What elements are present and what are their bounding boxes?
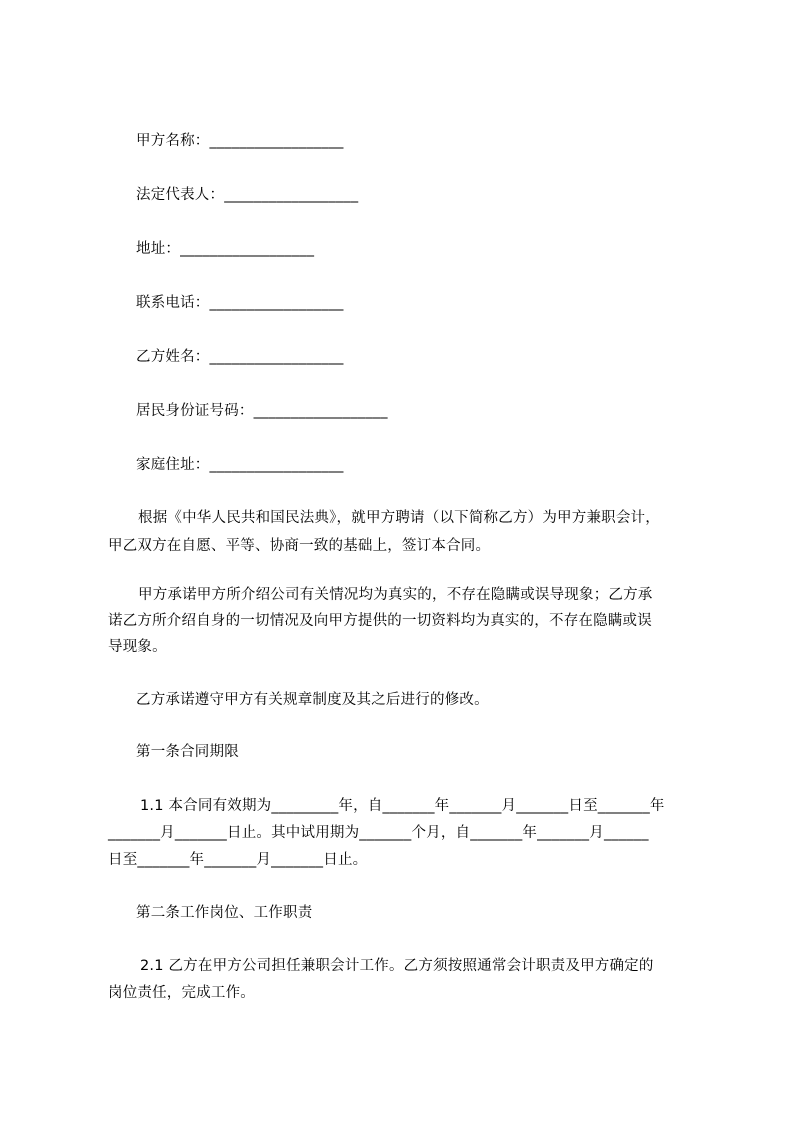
paragraph-line: 根据《中华人民共和国民法典》，就甲方聘请（以下简称乙方）为甲方兼职会计， — [138, 510, 660, 526]
contact-phone-field: 联系电话：__________________ — [136, 295, 344, 311]
paragraph-line: 1.1 本合同有效期为_________年，自_______年_______月_______日至_______年 — [140, 798, 665, 814]
party-b-name-field: 乙方姓名：__________________ — [136, 349, 344, 365]
paragraph-line: 2.1 乙方在甲方公司担任兼职会计工作。乙方须按照通常会计职责及甲方确定的 — [140, 958, 654, 974]
legal-representative-field: 法定代表人：__________________ — [136, 187, 359, 203]
paragraph-line: 诺乙方所介绍自身的一切情况及向甲方提供的一切资料均为真实的，不存在隐瞒或误 — [108, 613, 652, 629]
article-2-title: 第二条工作岗位、工作职责 — [136, 905, 313, 921]
paragraph-line: 甲乙双方在自愿、平等、协商一致的基础上，签订本合同。 — [108, 538, 491, 554]
paragraph-line: 乙方承诺遵守甲方有关规章制度及其之后进行的修改。 — [136, 692, 489, 708]
party-a-name-field: 甲方名称：__________________ — [136, 133, 344, 149]
address-field: 地址：__________________ — [136, 241, 315, 257]
paragraph-line: 甲方承诺甲方所介绍公司有关情况均为真实的，不存在隐瞒或误导现象；乙方承 — [138, 587, 653, 603]
paragraph-line: 岗位责任，完成工作。 — [108, 985, 255, 1001]
article-1-title: 第一条合同期限 — [136, 744, 239, 760]
home-address-field: 家庭住址：__________________ — [136, 457, 344, 473]
paragraph-line: 导现象。 — [108, 639, 167, 655]
paragraph-line: _______月_______日止。其中试用期为_______个月，自_______年_______月______ — [108, 825, 649, 841]
id-number-field: 居民身份证号码：__________________ — [136, 403, 388, 419]
paragraph-line: 日至_______年_______月_______日止。 — [108, 852, 368, 868]
